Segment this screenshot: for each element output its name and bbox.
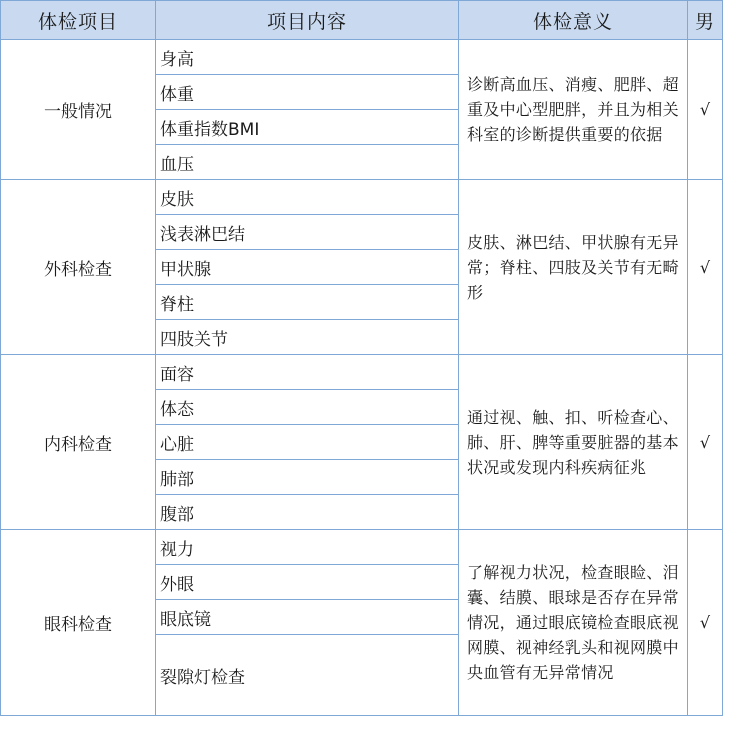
header-category: 体检项目 (1, 1, 156, 40)
section-meaning: 通过视、触、扣、听检查心、肺、肝、脾等重要脏器的基本状况或发现内科疾病征兆 (459, 355, 688, 530)
header-male: 男 (688, 1, 723, 40)
header-items: 项目内容 (156, 1, 459, 40)
item-cell: 体态 (156, 390, 459, 425)
male-check: √ (688, 40, 723, 180)
item-cell: 体重指数BMI (156, 110, 459, 145)
item-cell: 皮肤 (156, 180, 459, 215)
male-check: √ (688, 180, 723, 355)
header-meaning: 体检意义 (459, 1, 688, 40)
item-cell: 面容 (156, 355, 459, 390)
item-cell: 腹部 (156, 495, 459, 530)
item-cell: 肺部 (156, 460, 459, 495)
item-cell: 眼底镜 (156, 600, 459, 635)
header-row (1, 1, 723, 40)
item-cell: 血压 (156, 145, 459, 180)
section-category: 眼科检查 (1, 530, 156, 716)
table-row (1, 40, 723, 75)
item-cell: 浅表淋巴结 (156, 215, 459, 250)
section-meaning: 皮肤、淋巴结、甲状腺有无异常；脊柱、四肢及关节有无畸形 (459, 180, 688, 355)
section-category: 一般情况 (1, 40, 156, 180)
item-cell: 脊柱 (156, 285, 459, 320)
section-meaning: 了解视力状况，检查眼睑、泪囊、结膜、眼球是否存在异常情况，通过眼底镜检查眼底视网膜、视神经乳头和视网膜中央血管有无异常情况 (459, 530, 688, 716)
item-cell: 心脏 (156, 425, 459, 460)
male-check: √ (688, 530, 723, 716)
table-row (1, 355, 723, 390)
section-meaning: 诊断高血压、消瘦、肥胖、超重及中心型肥胖，并且为相关科室的诊断提供重要的依据 (459, 40, 688, 180)
item-cell: 外眼 (156, 565, 459, 600)
item-cell: 四肢关节 (156, 320, 459, 355)
table-row (1, 530, 723, 565)
item-cell: 视力 (156, 530, 459, 565)
item-cell: 裂隙灯检查 (156, 635, 459, 716)
item-cell: 甲状腺 (156, 250, 459, 285)
item-cell: 身高 (156, 40, 459, 75)
table-row (1, 180, 723, 215)
male-check: √ (688, 355, 723, 530)
item-cell: 体重 (156, 75, 459, 110)
section-category: 内科检查 (1, 355, 156, 530)
section-category: 外科检查 (1, 180, 156, 355)
